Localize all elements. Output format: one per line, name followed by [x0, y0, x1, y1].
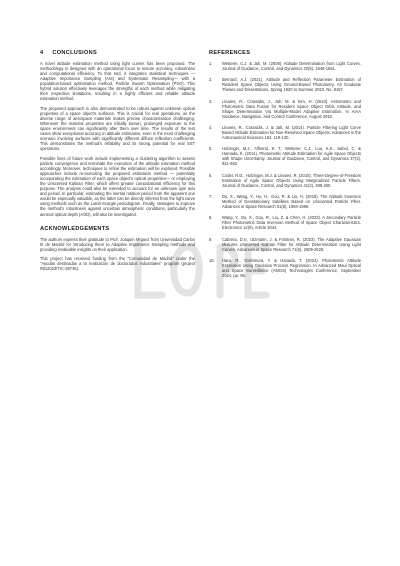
reference-number: 3.: [209, 98, 213, 104]
reference-number: 4.: [209, 124, 213, 130]
reference-item: [209, 173, 361, 188]
reference-text: Du, X., Wang, Y., Hu, H., Gou, R. & Liu, H. (2018). The Attitude Inversion Method of Geostationary Satellites Based on Unscented Particle Filter. Advances in Space Research 61(8), 1984-1996.: [222, 194, 361, 210]
references-list: [209, 61, 361, 278]
left-column: [40, 50, 195, 276]
section-number: 4: [40, 50, 44, 56]
acknowledgements-paragraph-1: The authors express their gratitude to Prof. Joaquín Míguez from Universidad Carlos III de Madrid for introducing them to Adaptive Importance Sampling methods and providing invaluable insights on their application.: [40, 236, 195, 252]
section-title: CONCLUSIONS: [52, 50, 98, 56]
reference-item: [209, 61, 361, 71]
reference-item: [209, 125, 361, 140]
acknowledgements-paragraph-2: This project has received funding from the "Comunidad de Madrid" under the "Ayudas destinadas a la realización de doctorados industriales" program (project IND2023/TIC-28736).: [40, 256, 195, 272]
right-column: [209, 50, 361, 284]
reference-item: [209, 194, 361, 209]
acknowledgements-heading: ACKNOWLEDGEMENTS: [40, 225, 110, 232]
reference-number: 7.: [209, 194, 213, 200]
reference-item: [209, 146, 361, 166]
conclusions-paragraph-3: Possible lines of future work include implementing a clustering algorithm to assess particle convergence and terminate the execution of the attitude estimation method accordingly. Moreover, techniques to refine the estimation will be explored. Possible approaches include re-executing the proposed estimation method — potentially incorporating the estimation of each space object's optical properties— or employing the Unscented Kalman Filter, which offers greater computational efficiency for this purpose. The analysis could also be extended to account for an unknown spin axis and period. In particular, estimating the inertial rotation period from the apparent one would be especially valuable, as the latter can be directly inferred from the light curve using methods such as the Lomb-Scargle periodogram. Finally, strategies to improve the method's robustness against uncertain atmospheric conditions, particularly the aerosol optical depth (AOD), will also be investigated.: [40, 155, 195, 217]
references-heading: REFERENCES: [209, 50, 251, 56]
reference-text: Coder, R.D., Holzinger, M.J. & Linares, R. (2018). Three-Degree-of-Freedom Estimation of Agile Space Objects Using Marginalized Particle Filters. Journal of Guidance, Control, and Dynamics 41(2), 388-400.: [222, 172, 361, 188]
reference-text: Hara, R., Yoshimura, Y. & Hanada, T. (2024). Photometric Attitude Estimation Using Gaussian Process Regression. In Advanced Maui Optical and Space Surveillance (AMOS) Technologies Conference, September 2024, pp. 96.: [222, 258, 361, 279]
reference-text: Linares, R., Crassidis, J. & Jah, M. (2014). Particle Filtering Light Curve Based Attitude Estimation for Non-Resolved Space Objects. Advances in the Astronautical Sciences 152, 119-130.: [222, 124, 361, 141]
reference-number: 2.: [209, 77, 213, 83]
reference-text: Wang, Y., Du, X., Gou, R., Liu, Z. & Chen, H. (2023). A Secondary Particle Filter Photometric Data Inversion Method of Space Object Characteristics. Electronics 12(9), Article 2044.: [222, 215, 361, 231]
reference-text: Cabrera, D.V., Utzmann, J. & Förstner, R. (2023). The Adaptive Gaussian Mixtures Unscented Kalman Filter for Attitude Determination Using Light Curves. Advances in Space Research 71(6), 2609-2628.: [222, 236, 361, 252]
reference-number: 10.: [209, 258, 215, 263]
reference-number: 9.: [209, 236, 213, 242]
reference-item: [209, 237, 361, 252]
reference-item: [209, 77, 361, 92]
reference-item: [209, 215, 361, 230]
reference-item: [209, 258, 361, 278]
reference-number: 6.: [209, 172, 213, 178]
conclusions-paragraph-1: A novel attitude estimation method using light curves has been proposed. The methodology is designed with an operational focus to ensure accuracy, robustness and computational efficiency. To that end, it integrates statistical techniques —Adaptive Importance Sampling (AIS) and Systematic Resampling— with a population-based optimisation method, Particle Swarm Optimisation (PSO). This hybrid solution effectively leverages the strengths of each method while mitigating their respective limitations, resulting in a highly efficient and reliable attitude estimation method.: [40, 61, 195, 102]
reference-text: Bernard, A.J. (2021). Attitude and Reflection Parameter Estimation of Resident Space Objects Using Ground-Based Photometry. All Graduate Theses and Dissertations, Spring 1920 to Summer 2023, No. 8187.: [222, 77, 361, 93]
reference-number: 1.: [209, 61, 213, 66]
reference-item: [209, 99, 361, 119]
reference-number: 5.: [209, 146, 213, 152]
conclusions-paragraph-2: The proposed approach is also demonstrated to be robust against unknown optical properties of a space object's surfaces. This is crucial for real operations, as the diverse range of aerospace materials makes precise characterisation challenging. Whenever the material properties are initially known, prolonged exposure to the space environment can significantly alter them over time. The results of the test cases show exceptional accuracy in attitude estimation, even in the most challenging scenario involving surfaces with significantly different diffuse reflection coefficients. This demonstrates the method's reliability and its strong potential for real SST operations.: [40, 105, 195, 152]
conclusions-heading: [40, 50, 195, 56]
reference-text: Holzinger, M.J., Alfriend, K. T., Wetterer, C.J., Luu, K.K., Sabol, C. & Hamada, K. (2014). Photometric Attitude Estimation for Agile Space Objects with Shape Uncertainty. Journal of Guidance, Control, and Dynamics 37(3), 921-932.: [222, 146, 361, 167]
reference-text: Linares, R., Crassidis, J., Jah, M. & Kim, H. (2010). Astrometric and Photometric Data Fusion for Resident Space Object Orbit, Attitude, and Shape Determination Via Multiple-Model Adaptive Estimation. In AIAA Guidance, Navigation, and Control Conference, August 2010.: [222, 98, 361, 119]
reference-number: 8.: [209, 215, 213, 221]
reference-text: Wetterer, C.J. & Jah, M. (2009). Attitude Determination from Light Curves. Journal of Guidance, Control, and Dynamics 32(5), 1648-1651.: [222, 61, 361, 72]
